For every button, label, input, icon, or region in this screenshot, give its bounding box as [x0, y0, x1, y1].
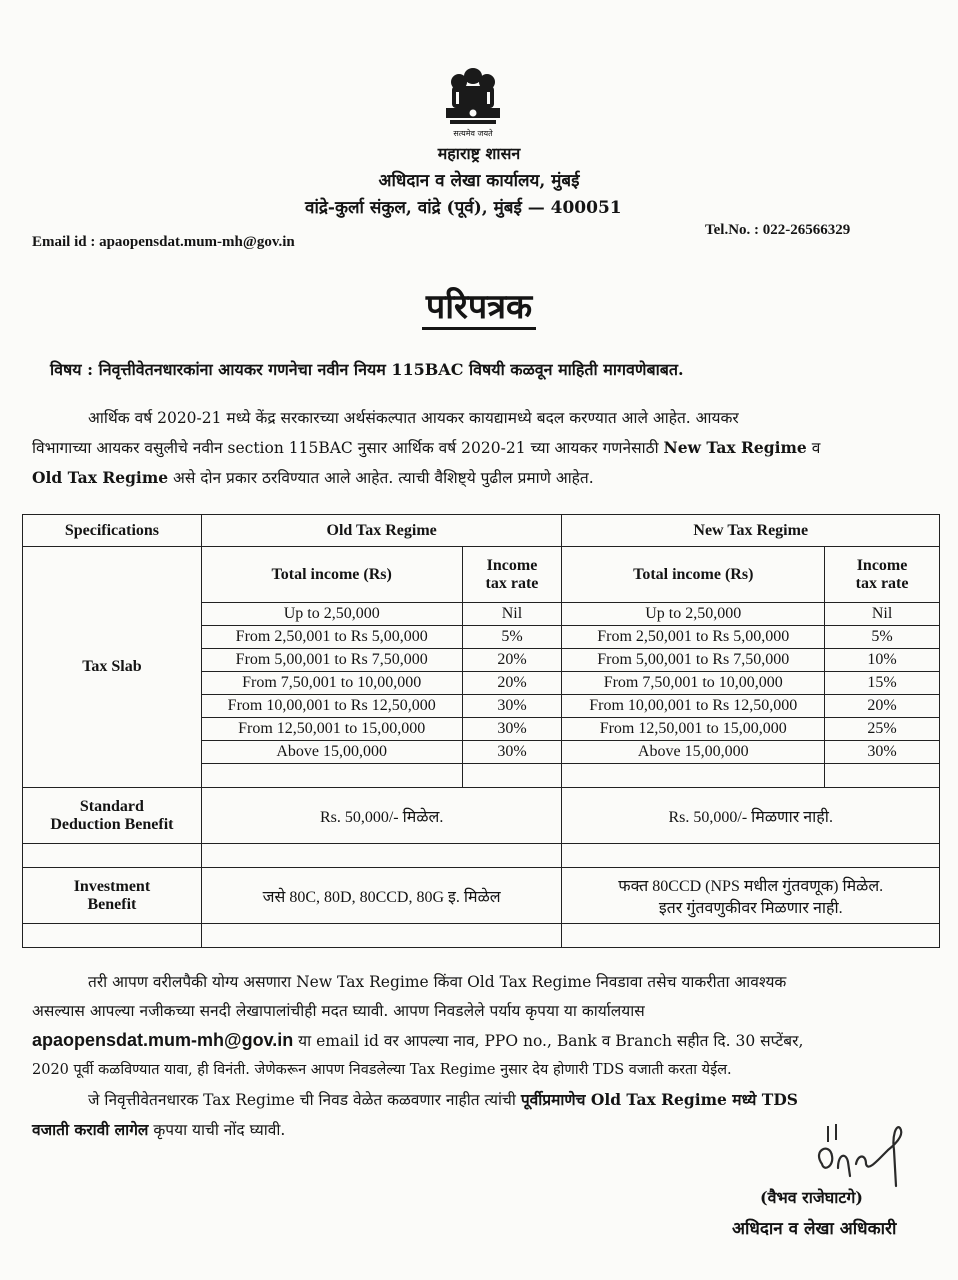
intro-line-1: आर्थिक वर्ष 2020-21 मध्ये केंद्र सरकारच्या अर्थसंकल्पात आयकर कायद्यामध्ये बदल करण्यात आले आहेत. आयकर: [88, 409, 739, 427]
old-slab-rate: 30%: [462, 695, 562, 718]
intro-paragraph: [32, 404, 932, 493]
investment-benefit-label: Investment Benefit: [23, 868, 202, 924]
tax-slab-label: Tax Slab: [23, 547, 202, 788]
header-specifications: Specifications: [23, 515, 202, 547]
new-slab-range: From 7,50,001 to 10,00,000: [562, 672, 825, 695]
office-email: Email id : apaopensdat.mum-mh@gov.in: [32, 234, 295, 250]
old-slab-rate: 20%: [462, 672, 562, 695]
intro-line-3: Old Tax Regime असे दोन प्रकार ठरविण्यात आले आहेत. त्याची वैशिष्ट्ये पुढील प्रमाणे आहेत.: [32, 468, 594, 487]
header-old-regime: Old Tax Regime: [201, 515, 562, 547]
signatory-name: (वैभव राजेघाटगे): [760, 1188, 863, 1207]
office-address: वांद्रे-कुर्ला संकुल, वांद्रे (पूर्व), मुंबई — 400051: [305, 198, 622, 218]
old-slab-range: From 5,00,001 to Rs 7,50,000: [201, 649, 462, 672]
old-slab-rate: 30%: [462, 741, 562, 764]
standard-deduction-old: Rs. 50,000/- मिळेल.: [201, 788, 562, 844]
reply-email-link[interactable]: apaopensdat.mum-mh@gov.in: [32, 1030, 294, 1050]
old-total-income-header: Total income (Rs): [201, 547, 462, 603]
old-slab-rate: 30%: [462, 718, 562, 741]
closing-line-1: तरी आपण वरीलपैकी योग्य असणारा New Tax Regime किंवा Old Tax Regime निवडावा तसेच याकरीता आवश्यक: [88, 973, 787, 991]
closing-paragraph: [32, 968, 930, 1145]
closing-line-4: 2020 पूर्वी कळविण्यात यावा, ही विनंती. जेणेकरून आपण निवडलेल्या Tax Regime नुसार देय होणारी TDS वजाती करता येईल.: [32, 1062, 732, 1078]
investment-benefit-new: फक्त 80CCD (NPS मधील गुंतवणूक) मिळेल. इतर गुंतवणुकीवर मिळणार नाही.: [562, 868, 940, 924]
old-slab-range: From 10,00,001 to Rs 12,50,000: [201, 695, 462, 718]
new-slab-range: From 10,00,001 to Rs 12,50,000: [562, 695, 825, 718]
new-slab-rate: 10%: [825, 649, 940, 672]
new-slab-rate: Nil: [825, 603, 940, 626]
old-slab-range: From 2,50,001 to Rs 5,00,000: [201, 626, 462, 649]
new-slab-rate: 25%: [825, 718, 940, 741]
new-slab-range: Up to 2,50,000: [562, 603, 825, 626]
standard-deduction-label: Standard Deduction Benefit: [23, 788, 202, 844]
govt-name: महाराष्ट्र शासन: [437, 144, 521, 163]
circular-subject: विषय : निवृत्तीवेतनधारकांना आयकर गणनेचा नवीन नियम 115BAC विषयी कळवून माहिती मागवणेबाबत.: [50, 360, 684, 379]
old-slab-range: Above 15,00,000: [201, 741, 462, 764]
old-slab-rate: Nil: [462, 603, 562, 626]
new-rate-header: Income tax rate: [825, 547, 940, 603]
old-slab-rate: 5%: [462, 626, 562, 649]
new-slab-range: From 12,50,001 to 15,00,000: [562, 718, 825, 741]
new-total-income-header: Total income (Rs): [562, 547, 825, 603]
new-slab-range: Above 15,00,000: [562, 741, 825, 764]
header-new-regime: New Tax Regime: [562, 515, 940, 547]
office-telephone: Tel.No. : 022-26566329: [705, 222, 851, 238]
new-slab-range: From 2,50,001 to Rs 5,00,000: [562, 626, 825, 649]
old-slab-range: Up to 2,50,000: [201, 603, 462, 626]
new-slab-rate: 5%: [825, 626, 940, 649]
closing-line-3: apaopensdat.mum-mh@gov.in या email id वर आपल्या नाव, PPO no., Bank व Branch सहीत दि. 30 सप्टेंबर,: [32, 1030, 804, 1050]
old-slab-rate: 20%: [462, 649, 562, 672]
emblem-motto: सत्यमेव जयते: [453, 129, 493, 138]
old-slab-range: From 7,50,001 to 10,00,000: [201, 672, 462, 695]
old-slab-range: From 12,50,001 to 15,00,000: [201, 718, 462, 741]
standard-deduction-new: Rs. 50,000/- मिळणार नाही.: [562, 788, 940, 844]
investment-benefit-old: जसे 80C, 80D, 80CCD, 80G इ. मिळेल: [201, 868, 562, 924]
closing-line-2: असल्यास आपल्या नजीकच्या सनदी लेखापालांचीही मदत घ्यावी. आपण निवडलेले पर्याय कृपया या कार्यालयास: [32, 1002, 645, 1020]
tax-regime-table: [22, 514, 940, 948]
new-slab-rate: 30%: [825, 741, 940, 764]
old-rate-header: Income tax rate: [462, 547, 562, 603]
circular-title: परिपत्रक: [0, 282, 958, 328]
new-slab-rate: 15%: [825, 672, 940, 695]
signatory-designation: अधिदान व लेखा अधिकारी: [732, 1219, 897, 1239]
new-slab-rate: 20%: [825, 695, 940, 718]
handwritten-signature: [808, 1120, 913, 1192]
new-slab-range: From 5,00,001 to Rs 7,50,000: [562, 649, 825, 672]
intro-line-2: विभागाच्या आयकर वसुलीचे नवीन section 115BAC नुसार आर्थिक वर्ष 2020-21 च्या आयकर गणनेसाठी New Tax Regime व: [32, 438, 821, 457]
office-name: अधिदान व लेखा कार्यालय, मुंबई: [378, 171, 580, 191]
closing-line-5: जे निवृत्तीवेतनधारक Tax Regime ची निवड वेळेत कळवणार नाहीत त्यांची पूर्वीप्रमाणेच Old Tax Regime मध्ये TDS: [88, 1090, 798, 1109]
closing-line-6: वजाती करावी लागेल कृपया याची नोंद घ्यावी.: [32, 1120, 286, 1139]
